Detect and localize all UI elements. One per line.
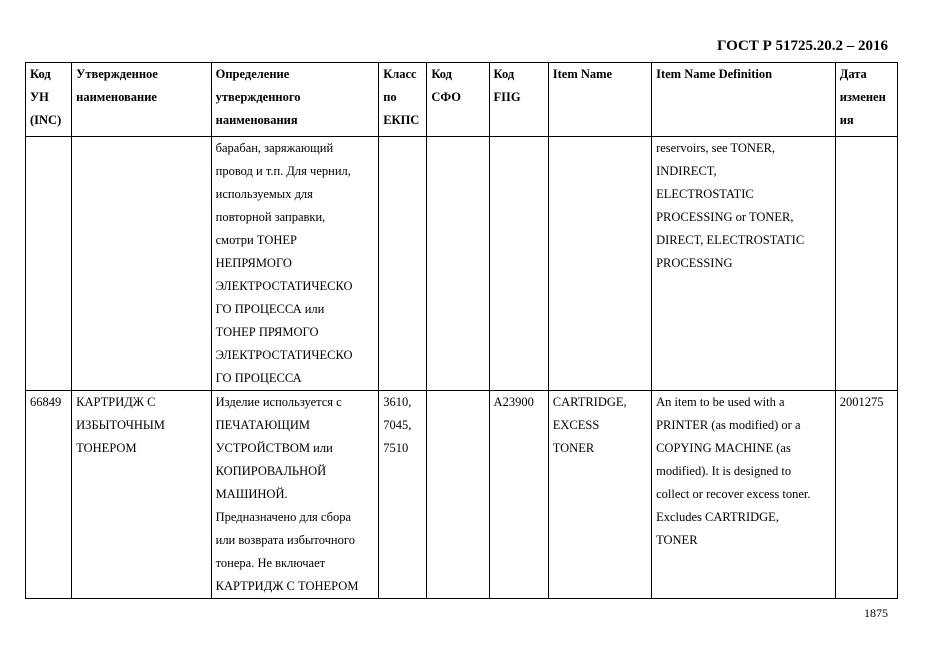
col-header-definition: Определение утвержденного наименования — [211, 63, 379, 137]
table-header-row — [26, 63, 898, 137]
cell-ekps: 3610, 7045, 7510 — [379, 391, 427, 599]
cell-fiig: A23900 — [489, 391, 548, 599]
cell-definition: барабан, заряжающий провод и т.п. Для чернил, используемых для повторной заправки, смотри ТОНЕР НЕПРЯМОГО ЭЛЕКТРОСТАТИЧЕСКО ГО ПРОЦЕССА или ТОНЕР ПРЯМОГО ЭЛЕКТРОСТАТИЧЕСКО ГО ПРОЦЕССА — [211, 137, 379, 391]
cell-item-definition: reservoirs, see TONER, INDIRECT, ELECTROSTATIC PROCESSING or TONER, DIRECT, ELECTROSTATIC PROCESSING — [652, 137, 836, 391]
cell-item-name: CARTRIDGE, EXCESS TONER — [548, 391, 651, 599]
cell-inc: 66849 — [26, 391, 72, 599]
cell-ekps — [379, 137, 427, 391]
col-header-ekps: Класс по ЕКПС — [379, 63, 427, 137]
cell-approved-name — [72, 137, 211, 391]
cell-date: 2001275 — [835, 391, 897, 599]
page-number: 1875 — [864, 606, 888, 620]
nomenclature-table — [25, 62, 898, 599]
cell-approved-name: КАРТРИДЖ С ИЗБЫТОЧНЫМ ТОНЕРОМ — [72, 391, 211, 599]
col-header-approved-name: Утвержденное наименование — [72, 63, 211, 137]
cell-sfo — [427, 137, 489, 391]
col-header-inc: Код УН (INC) — [26, 63, 72, 137]
table-row — [26, 137, 898, 391]
col-header-fiig: Код FIIG — [489, 63, 548, 137]
cell-item-name — [548, 137, 651, 391]
document-header: ГОСТ Р 51725.20.2 – 2016 — [716, 38, 888, 54]
table-row — [26, 391, 898, 599]
cell-item-definition: An item to be used with a PRINTER (as modified) or a COPYING MACHINE (as modified). It is designed to collect or recover excess toner. Excludes CARTRIDGE, TONER — [652, 391, 836, 599]
cell-definition: Изделие используется с ПЕЧАТАЮЩИМ УСТРОЙСТВОМ или КОПИРОВАЛЬНОЙ МАШИНОЙ. Предназначено для сбора или возврата избыточного тонера. Не включает КАРТРИДЖ С ТОНЕРОМ — [211, 391, 379, 599]
cell-sfo — [427, 391, 489, 599]
col-header-date: Дата изменен ия — [835, 63, 897, 137]
col-header-item-name: Item Name — [548, 63, 651, 137]
cell-inc — [26, 137, 72, 391]
col-header-item-definition: Item Name Definition — [652, 63, 836, 137]
cell-date — [835, 137, 897, 391]
col-header-sfo: Код СФО — [427, 63, 489, 137]
cell-fiig — [489, 137, 548, 391]
